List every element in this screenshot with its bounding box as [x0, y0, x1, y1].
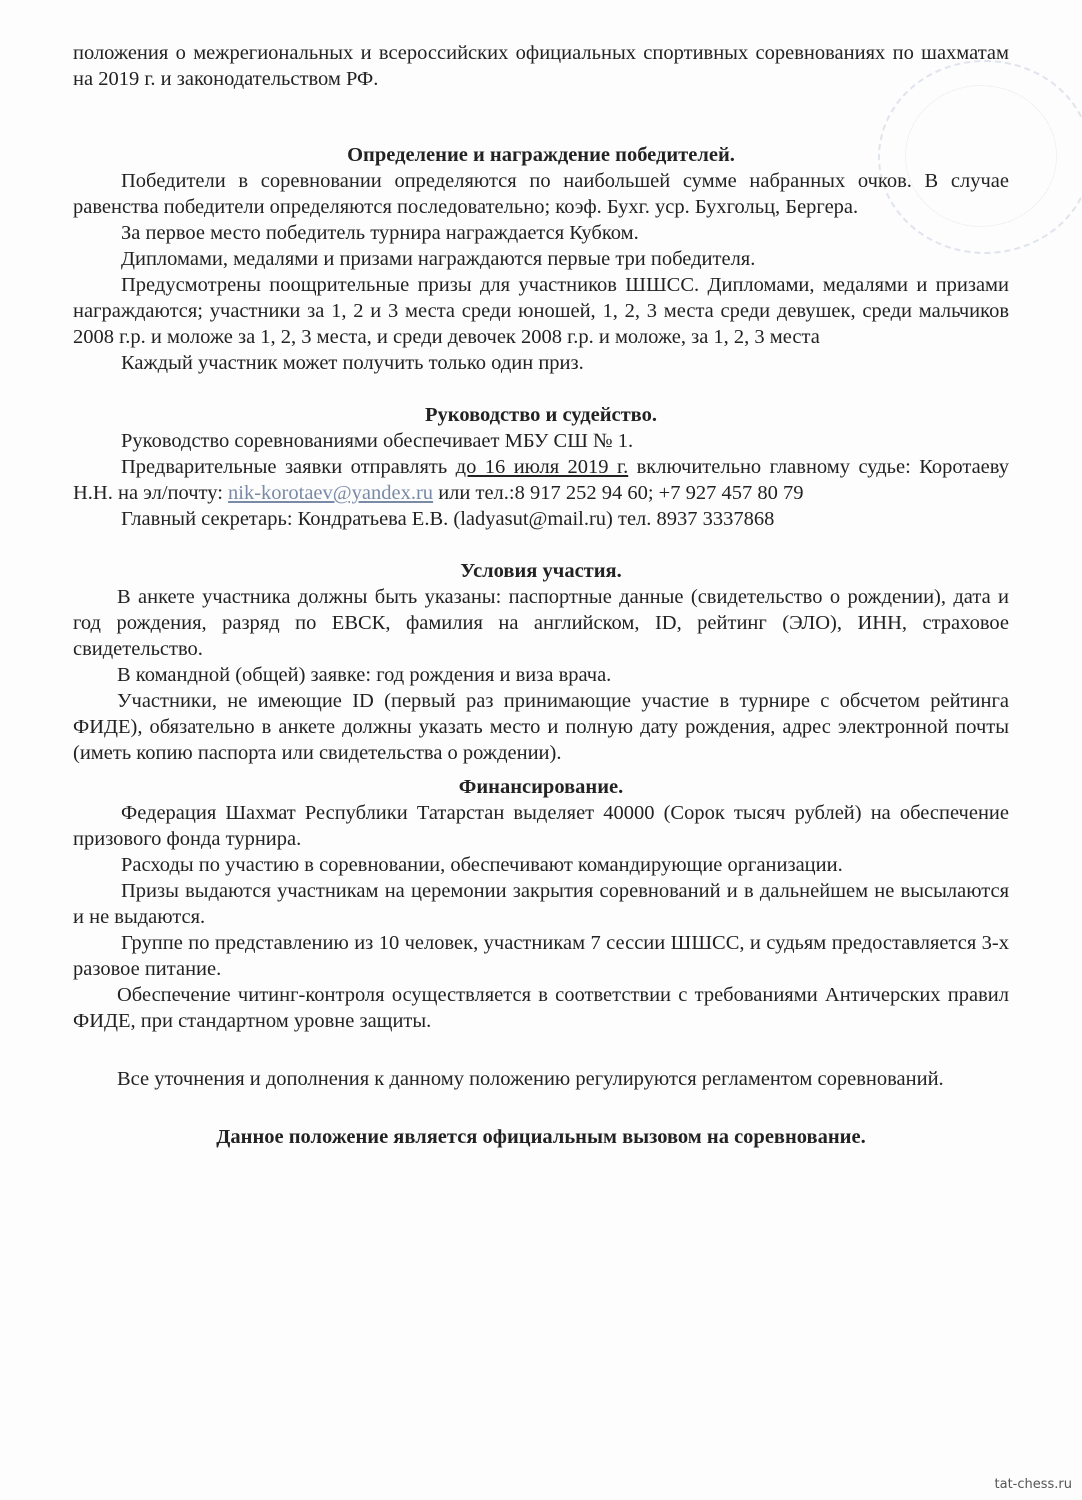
- financing-heading: Финансирование.: [458, 776, 624, 798]
- judge-email-link[interactable]: nik-korotaev@yandex.ru: [228, 482, 434, 504]
- intro-paragraph: положения о межрегиональных и всероссийских официальных спортивных соревнованиях по шахматам на 2019 г. и законодательством РФ.: [73, 42, 1009, 90]
- winners-heading: Определение и награждение победителей.: [347, 144, 735, 166]
- participation-paragraph-3: Участники, не имеющие ID (первый раз принимающие участие в турнире с обсчетом рейтинга ФИДЕ), обязательно в анкете должны указать место и полную дату рождения, адрес электронной почты (иметь копию паспорта или свидетельства о рождении).: [73, 690, 1009, 764]
- official-call-statement: Данное положение является официальным вызовом на соревнование.: [216, 1126, 866, 1148]
- participation-paragraph-1: В анкете участника должны быть указаны: паспортные данные (свидетельство о рождении), дата и год рождения, разряд по ЕВСК, фамилия на английском, ID, рейтинг (ЭЛО), ИНН, страховое свидетельство.: [73, 586, 1009, 660]
- application-deadline: до 16 июля 2019 г.: [455, 456, 629, 478]
- winners-paragraph-1: Победители в соревновании определяются по наибольшей сумме набранных очков. В случае равенства победители определяются последовательно; коэф. Бухг. уср. Бухгольц, Бергера.: [73, 170, 1009, 218]
- management-paragraph-3: Главный секретарь: Кондратьева Е.В. (ladyasut@mail.ru) тел. 8937 3337868: [121, 508, 775, 530]
- winners-paragraph-2: За первое место победитель турнира награждается Кубком.: [121, 222, 639, 244]
- financing-paragraph-2: Расходы по участию в соревновании, обеспечивают командирующие организации.: [121, 854, 843, 876]
- financing-paragraph-5: Обеспечение читинг-контроля осуществляется в соответствии с требованиями Античерских правил ФИДЕ, при стандартном уровне защиты.: [73, 984, 1009, 1032]
- management-paragraph-2: Предварительные заявки отправлять до 16 июля 2019 г. включительно главному судье: Коротаеву Н.Н. на эл/почту: nik-korotaev@yandex.ru или тел.:8 917 252 94 60; +7 927 457 80 79: [73, 456, 1009, 504]
- management-heading: Руководство и судейство.: [425, 404, 657, 426]
- closing-paragraph: Все уточнения и дополнения к данному положению регулируются регламентом соревнований.: [117, 1068, 944, 1090]
- document-body: [73, 40, 1009, 1150]
- winners-paragraph-4: Предусмотрены поощрительные призы для участников ШШСС. Дипломами, медалями и призами награждаются; участники за 1, 2 и 3 места среди юношей, 1, 2, 3 места среди девушек, среди мальчиков 2008 г.р. и моложе за 1, 2, 3 места, и среди девочек 2008 г.р. и моложе, за 1, 2, 3 места: [73, 274, 1009, 348]
- financing-paragraph-1: Федерация Шахмат Республики Татарстан выделяет 40000 (Сорок тысяч рублей) на обеспечение призового фонда турнира.: [73, 802, 1009, 850]
- financing-paragraph-4: Группе по представлению из 10 человек, участникам 7 сессии ШШСС, и судьям предоставляется 3-х разовое питание.: [73, 932, 1009, 980]
- participation-heading: Условия участия.: [460, 560, 622, 582]
- financing-paragraph-3: Призы выдаются участникам на церемонии закрытия соревнований и в дальнейшем не высылаются и не выдаются.: [73, 880, 1009, 928]
- participation-paragraph-2: В командной (общей) заявке: год рождения и виза врача.: [117, 664, 612, 686]
- winners-paragraph-5: Каждый участник может получить только один приз.: [121, 352, 584, 374]
- management-paragraph-1: Руководство соревнованиями обеспечивает МБУ СШ № 1.: [121, 430, 634, 452]
- winners-paragraph-3: Дипломами, медалями и призами награждаются первые три победителя.: [121, 248, 756, 270]
- site-watermark: tat-chess.ru: [994, 1477, 1072, 1492]
